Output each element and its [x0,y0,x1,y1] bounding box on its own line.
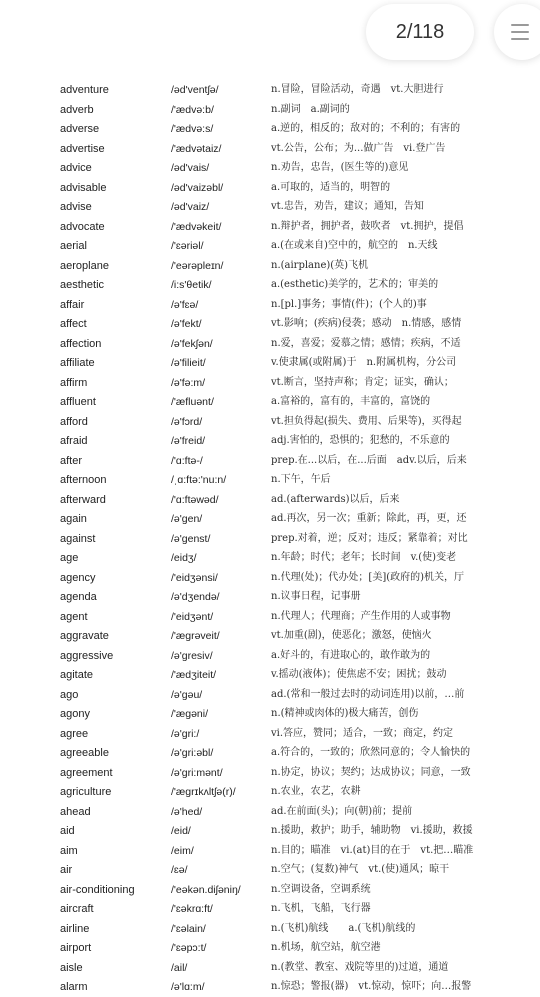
phonetic-text: /'eidʒənsi/ [171,571,218,584]
definition-text: v.摇动(液体)；使焦虑不安；困扰；鼓动 [271,669,447,680]
page-indicator-text: 2/118 [395,20,445,43]
list-item [0,197,540,217]
word-text: adventure [60,84,109,96]
definition-text: n.惊恐；警报(器) vt.惊动，惊吓；向…报警 [271,981,472,992]
list-item [0,295,540,315]
definition-text: ad.再次，另一次；重新；除此，再，更，还 [271,513,467,524]
word-text: affiliate [60,357,95,369]
definition-text: a.可取的，适当的，明智的 [271,181,391,193]
list-item [0,509,540,529]
word-text: advise [60,201,92,213]
phonetic-text: /ə'fekʃən/ [171,337,213,350]
list-item [0,704,540,724]
phonetic-text: /ə'lɑ:m/ [171,981,205,993]
list-item [0,139,540,159]
list-item [0,743,540,763]
word-text: agony [60,708,90,720]
list-item [0,880,540,900]
phonetic-text: /'ædvəkeit/ [171,220,222,233]
phonetic-text: /'ɑ:ftəwəd/ [171,493,219,506]
phonetic-text: /ə'gri:mənt/ [171,766,223,779]
word-text: agenda [60,591,97,603]
word-text: aid [60,825,75,837]
list-item [0,178,540,198]
definition-text: n.(airplane)(英)飞机 [271,259,369,271]
definition-text: a.符合的，一致的；欣然同意的；令人愉快的 [271,747,471,758]
word-text: agriculture [60,786,112,798]
list-item [0,119,540,139]
word-text: age [60,552,79,564]
definition-text: a.(在或来自)空中的，航空的 n.天线 [271,240,438,251]
phonetic-text: /ə'fɛə/ [171,298,199,311]
list-item [0,802,540,822]
list-item [0,607,540,627]
word-text: airport [60,942,92,954]
definition-text: n.年龄；时代；老年；长时间 v.(使)变老 [271,552,457,563]
phonetic-text: /ə'gri:/ [171,727,200,740]
list-item [0,353,540,373]
list-item [0,958,540,978]
phonetic-text: /'ɛəriəl/ [171,240,204,252]
word-text: advice [60,162,92,174]
phonetic-text: /'ædvə:s/ [171,123,214,135]
phonetic-text: /eidʒ/ [171,552,197,564]
list-item [0,548,540,568]
phonetic-text: /ə'genst/ [171,532,211,545]
word-text: aerial [60,240,87,252]
list-item [0,217,540,237]
phonetic-text: /i:s'θetik/ [171,279,212,291]
definition-text: v.使隶属(或附属)于 n.附属机构，分公司 [271,357,457,368]
list-item [0,431,540,451]
list-item [0,763,540,783]
word-text: ahead [60,805,91,818]
definition-text: vt.担负得起(损失、费用、后果等)，买得起 [271,415,462,427]
phonetic-text: /'ædvətaiz/ [171,142,222,155]
list-item [0,275,540,295]
definition-text: n.冒险，冒险活动，奇遇 vt.大胆进行 [271,84,444,95]
phonetic-text: /'ægəni/ [171,708,209,720]
word-text: air-conditioning [60,883,135,896]
phonetic-text: /ə'gen/ [171,513,203,525]
phonetic-text: /ə'gri:əbl/ [171,747,214,759]
phonetic-text: /'ɛəkrɑ:ft/ [171,903,213,915]
word-text: aggressive [60,649,114,662]
phonetic-text: /'ægrɪkʌltʃə(r)/ [171,786,236,798]
definition-text: vt.断言，坚持声称；肯定；证实，确认； [271,376,454,388]
definition-text: prep.在...以后，在...后面 adv.以后，后来 [271,454,467,466]
word-text: agreeable [60,747,109,759]
definition-text: n.(教堂、教室、戏院等里的)过道，通道 [271,961,449,973]
phonetic-text: /ə'gəu/ [171,688,203,701]
phonetic-text: /'eərəpleɪn/ [171,259,224,272]
word-text: advisable [60,181,107,194]
phonetic-text: /'eidʒənt/ [171,610,214,623]
definition-text: n.协定，协议；契约；达成协议；同意，一致 [271,766,471,778]
phonetic-text: /'ɑ:ftə-/ [171,454,203,467]
list-item [0,256,540,276]
word-text: affair [60,298,85,311]
word-text: agency [60,571,96,584]
phonetic-text: /ə'filieit/ [171,357,206,369]
definition-text: ad.(afterwards)以后，后来 [271,493,400,505]
list-item [0,646,540,666]
phonetic-text: /'ægrəveit/ [171,630,220,642]
definition-text: n.(精神或肉体的)极大痛苦，创伤 [271,708,419,719]
word-text: advertise [60,142,105,155]
phonetic-text: /ə'gresiv/ [171,649,213,662]
word-text: affection [60,337,102,350]
phonetic-text: /ə'fekt/ [171,318,202,330]
definition-text: n.辩护者，拥护者，鼓吹者 vt.拥护，提倡 [271,220,464,232]
definition-text: a.逆的，相反的；敌对的；不利的；有害的 [271,123,461,134]
word-text: aisle [60,961,83,974]
phonetic-text: /ə'hed/ [171,805,203,818]
phonetic-text: /'æfluənt/ [171,396,214,408]
list-item [0,490,540,510]
phonetic-text: /əd'vaizəbl/ [171,181,224,194]
definition-text: n.农业，农艺，农耕 [271,786,361,797]
word-text: agent [60,610,88,623]
phonetic-text: /'ɛəpɔ:t/ [171,942,207,954]
list-item [0,685,540,705]
definition-text: ad.(常和一般过去时的动词连用)以前，…前 [271,688,465,700]
list-item [0,451,540,471]
definition-text: n.空调设备，空调系统 [271,883,371,895]
definition-text: n.劝告，忠告，(医生等的)意见 [271,162,409,173]
definition-text: n.下午，午后 [271,474,331,485]
list-item [0,470,540,490]
definition-text: n.(飞机)航线 a.(飞机)航线的 [271,922,416,934]
top-bar [0,0,540,70]
word-text: afford [60,415,88,428]
list-item [0,158,540,178]
definition-text: n.空气；(复数)神气 vt.(使)通风；晾干 [271,864,450,875]
word-text: afterward [60,493,106,506]
list-item [0,860,540,880]
list-item [0,724,540,744]
list-item [0,100,540,120]
phonetic-text: /ə'fə:m/ [171,376,206,389]
definition-text: a.好斗的，有进取心的，敢作敢为的 [271,649,431,661]
phonetic-text: /eim/ [171,844,194,857]
word-text: affluent [60,396,96,408]
definition-text: prep.对着，逆；反对；违反；紧靠着；对比 [271,532,468,544]
phonetic-text: /'ɛəlain/ [171,922,206,935]
definition-text: vt.公告，公布；为...做广告 vi.登广告 [271,142,446,154]
word-text: agreement [60,766,113,779]
phonetic-text: /ə'dʒendə/ [171,591,220,603]
word-text: aim [60,844,78,857]
definition-text: vt.加重(剧)，使恶化；激怒，使恼火 [271,630,432,641]
list-item [0,314,540,334]
word-text: afternoon [60,474,107,486]
word-text: against [60,532,96,545]
word-text: alarm [60,981,88,993]
word-list [0,80,540,997]
definition-text: ad.在前面(头)；向(朝)前；提前 [271,805,413,817]
definition-text: a.(esthetic)美学的，艺术的；审美的 [271,279,439,290]
list-item [0,821,540,841]
word-text: afraid [60,435,88,447]
word-text: after [60,454,83,467]
list-item [0,392,540,412]
list-item [0,373,540,393]
phonetic-text: /ə'freid/ [171,435,206,447]
definition-text: n.代理人；代理商；产生作用的人或事物 [271,610,451,622]
definition-text: n.援助，救护；助手，辅助物 vi.援助，救援 [271,825,473,836]
word-text: agitate [60,669,94,681]
phonetic-text: /ə'fɔrd/ [171,415,203,428]
definition-text: a.富裕的，富有的，丰富的，富饶的 [271,396,431,407]
phonetic-text: /'ædvə:b/ [171,103,214,116]
word-text: ago [60,688,79,701]
word-text: again [60,513,87,525]
word-text: aggravate [60,630,109,642]
phonetic-text: /əd'ventʃə/ [171,84,219,96]
word-text: adverb [60,103,94,116]
word-text: advocate [60,220,105,233]
list-item [0,919,540,939]
list-item [0,977,540,997]
list-item [0,587,540,607]
definition-text: n.飞机，飞船，飞行器 [271,903,371,914]
definition-text: n.爱，喜爱；爱慕之情；感情；疾病，不适 [271,337,461,349]
list-item [0,80,540,100]
definition-text: n.[pl.]事务；事情(件)；(个人的)事 [271,298,427,310]
phonetic-text: /ɛə/ [171,864,188,876]
definition-text: vt.影响；(疾病)侵袭；感动 n.情感，感情 [271,318,462,329]
phonetic-text: /eid/ [171,825,191,837]
list-item [0,899,540,919]
word-text: affirm [60,376,88,389]
phonetic-text: /ail/ [171,961,188,974]
list-item [0,938,540,958]
definition-text: n.目的；瞄准 vi.(at)目的在于 vt.把…瞄准 [271,844,474,856]
word-text: aeroplane [60,259,109,272]
phonetic-text: /'ædʒiteit/ [171,669,217,681]
word-text: aesthetic [60,279,105,291]
definition-text: adj.害怕的，恐惧的；犯愁的，不乐意的 [271,435,450,446]
word-text: adverse [60,123,100,135]
list-item [0,665,540,685]
definition-text: n.机场，航空站，航空港 [271,942,381,953]
word-text: air [60,864,73,876]
word-text: aircraft [60,903,94,915]
word-text: affect [60,318,87,330]
list-item [0,782,540,802]
phonetic-text: /əd'vaiz/ [171,201,210,213]
list-item [0,841,540,861]
menu-button[interactable] [494,4,540,60]
list-item [0,626,540,646]
list-item [0,568,540,588]
list-item [0,334,540,354]
definition-text: n.议事日程，记事册 [271,591,361,602]
list-item [0,412,540,432]
word-text: airline [60,922,90,935]
page-indicator[interactable] [366,4,474,60]
phonetic-text: /əd'vais/ [171,162,210,174]
definition-text: vi.答应，赞同；适合，一致；商定，约定 [271,727,454,739]
list-item [0,529,540,549]
list-item [0,236,540,256]
definition-text: vt.忠告，劝告，建议；通知，告知 [271,201,424,212]
definition-text: n.代理(处)；代办处；[美](政府的)机关，厅 [271,571,465,583]
phonetic-text: /'eəkən.diʃəniŋ/ [171,883,241,896]
phonetic-text: /ˌɑ:ftə:'nu:n/ [171,474,227,486]
word-text: agree [60,727,89,740]
definition-text: n.副词 a.副词的 [271,103,350,115]
